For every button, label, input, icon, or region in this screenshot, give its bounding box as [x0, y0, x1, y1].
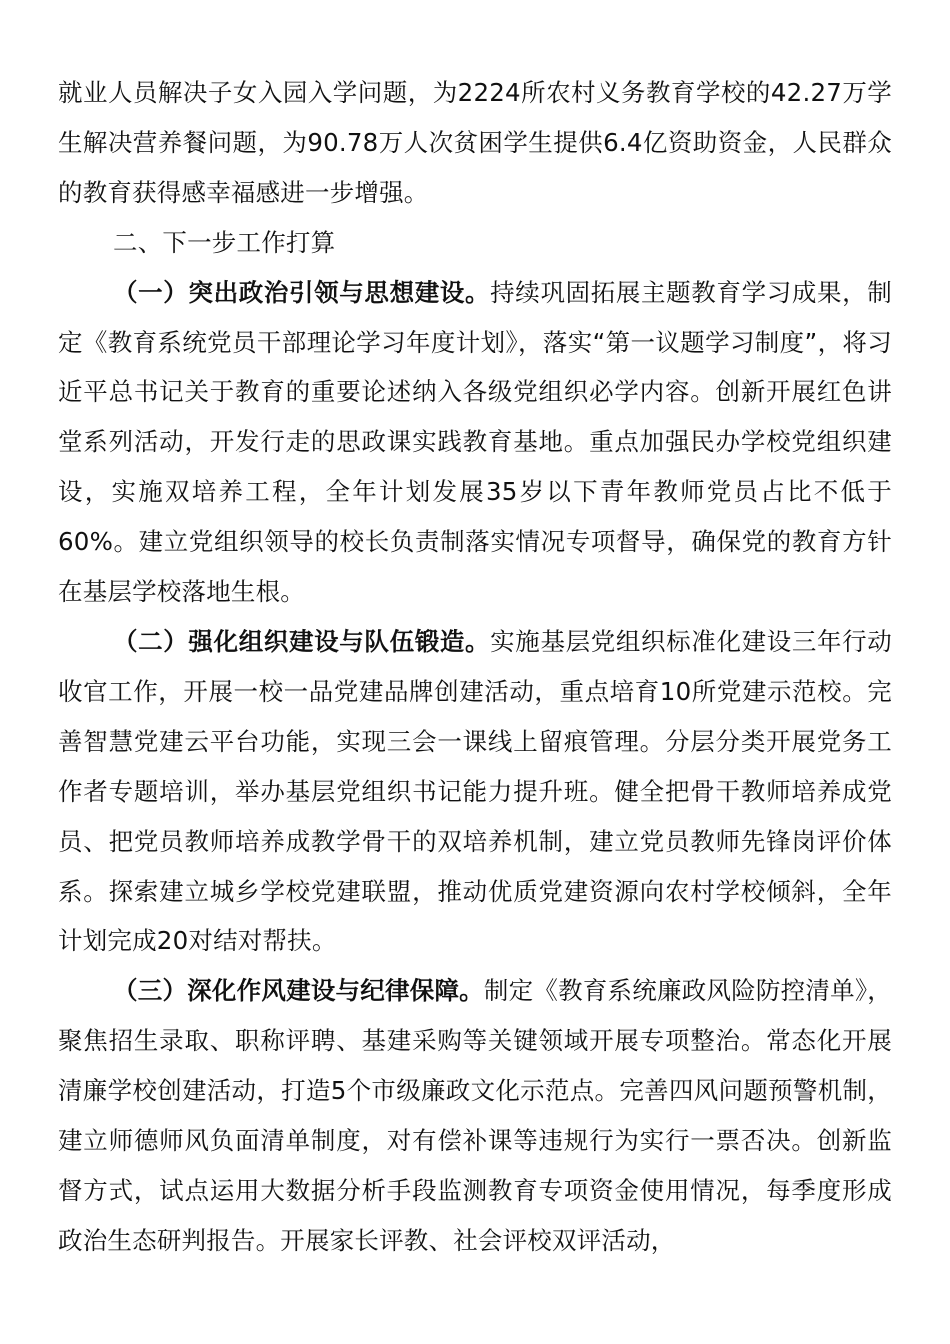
paragraph-item-1 — [58, 268, 892, 617]
paragraph-lead: （三）深化作风建设与纪律保障。 — [113, 976, 484, 1006]
section-heading-text: 二、下一步工作打算 — [113, 227, 336, 257]
paragraph-text: 持续巩固拓展主题教育学习成果，制定《教育系统党员干部理论学习年度计划》，落实“第一议题学习制度”，将习近平总书记关于教育的重要论述纳入各级党组织必学内容。创新开展红色讲堂系列活动，开发行走的思政课实践教育基地。重点加强民办学校党组织建设，实施双培养工程，全年计划发展35岁以下青年教师党员占比不低于60%。建立党组织领导的校长负责制落实情况专项督导，确保党的教育方针在基层学校落地生根。 — [58, 277, 893, 607]
paragraph-lead: （一）突出政治引领与思想建设。 — [113, 277, 491, 307]
paragraph-continuation — [58, 68, 892, 218]
paragraph-text: 制定《教育系统廉政风险防控清单》，聚焦招生录取、职称评聘、基建采购等关键领域开展专项整治。常态化开展清廉学校创建活动，打造5个市级廉政文化示范点。完善四风问题预警机制，建立师德师风负面清单制度，对有偿补课等违规行为实行一票否决。创新监督方式，试点运用大数据分析手段监测教育专项资金使用情况，每季度形成政治生态研判报告。开展家长评教、社会评校双评活动， — [58, 976, 893, 1255]
section-heading — [58, 218, 892, 268]
paragraph-lead: （二）强化组织建设与队伍锻造。 — [113, 626, 491, 656]
paragraph-text: 实施基层党组织标准化建设三年行动收官工作，开展一校一品党建品牌创建活动，重点培育10所党建示范校。完善智慧党建云平台功能，实现三会一课线上留痕管理。分层分类开展党务工作者专题培训，举办基层党组织书记能力提升班。健全把骨干教师培养成党员、把党员教师培养成教学骨干的双培养机制，建立党员教师先锋岗评价体系。探索建立城乡学校党建联盟，推动优质党建资源向农村学校倾斜，全年计划完成20对结对帮扶。 — [58, 626, 893, 956]
paragraph-item-2 — [58, 617, 892, 966]
document-page — [58, 68, 892, 1266]
paragraph-item-3 — [58, 966, 892, 1265]
paragraph-text: 就业人员解决子女入园入学问题，为2224所农村义务教育学校的42.27万学生解决营养餐问题，为90.78万人次贫困学生提供6.4亿资助资金，人民群众的教育获得感幸福感进一步增强。 — [58, 78, 892, 207]
